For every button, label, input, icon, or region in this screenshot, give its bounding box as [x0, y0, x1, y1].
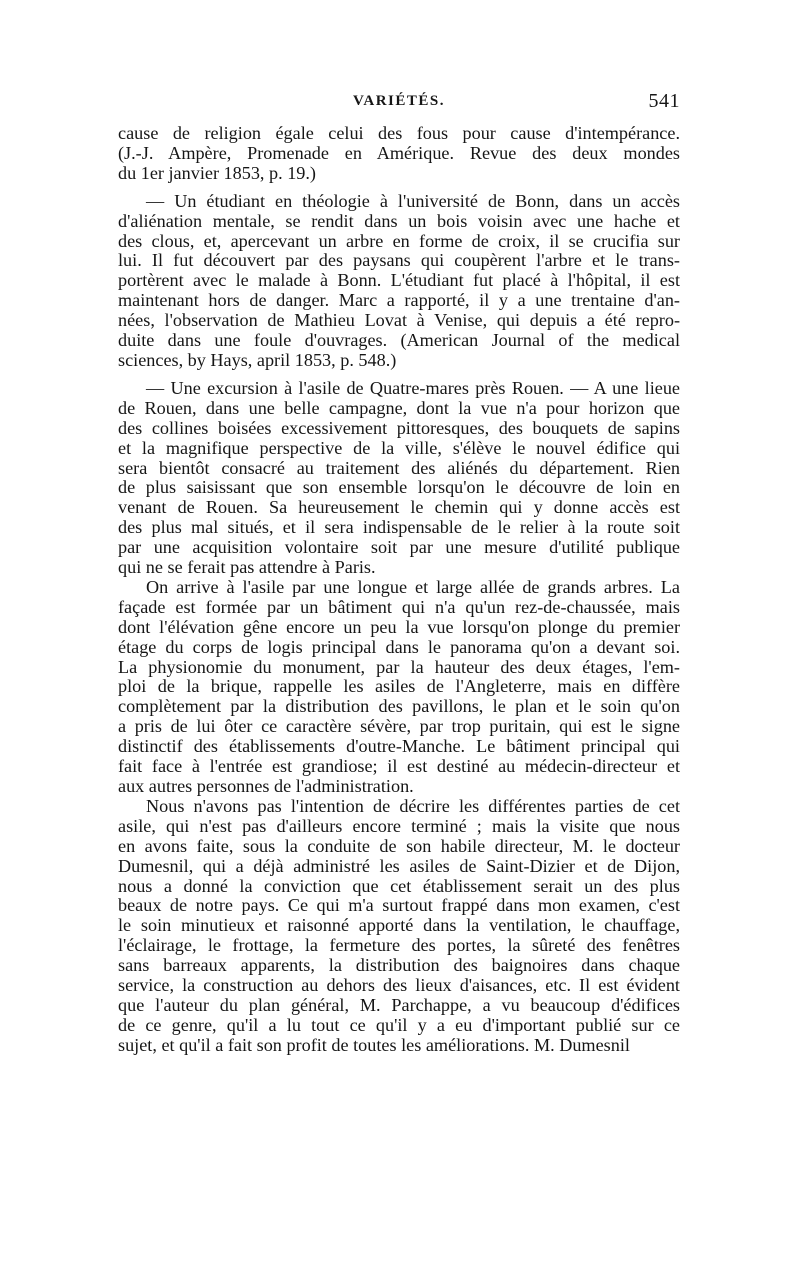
text-line: des clous, et, apercevant un arbre en forme de croix, il se crucifia sur — [118, 230, 680, 251]
text-line: sujet, et qu'il a fait son profit de toutes les améliorations. M. Dumesnil — [118, 1034, 630, 1055]
text-line: sciences, by Hays, april 1853, p. 548.) — [118, 349, 397, 370]
page-number: 541 — [648, 90, 680, 112]
text-line: le soin minutieux et raisonné apporté dans la ventilation, le chauffage, — [118, 915, 680, 936]
text-line: — Un étudiant en théologie à l'université de Bonn, dans un accès — [146, 190, 680, 211]
text-line: du 1er janvier 1853, p. 19.) — [118, 162, 316, 183]
text-line: de Rouen, dans une belle campagne, dont la vue n'a pour horizon que — [118, 397, 680, 418]
text-line: portèrent avec le malade à Bonn. L'étudiant fut placé à l'hôpital, il est — [118, 270, 680, 291]
text-line: de plus saisissant que son ensemble lorsqu'on le découvre de loin en — [118, 477, 680, 498]
text-line: (J.-J. Ampère, Promenade en Amérique. Revue des deux mondes — [118, 142, 680, 163]
text-line: lui. Il fut découvert par des paysans qui coupèrent l'arbre et le trans- — [118, 250, 680, 271]
text-line: et la magnifique perspective de la ville, s'élève le nouvel édifice qui — [118, 437, 680, 458]
text-line: nous a donné la conviction que cet établissement serait un des plus — [118, 875, 680, 896]
text-line: en avons faite, sous la conduite de son habile directeur, M. le docteur — [118, 835, 680, 856]
text-line: distinctif des établissements d'outre-Manche. Le bâtiment principal qui — [118, 736, 680, 757]
paragraph-asile-facade — [118, 578, 680, 797]
text-line: — Une excursion à l'asile de Quatre-mares près Rouen. — A une lieue — [146, 377, 680, 398]
text-line: On arrive à l'asile par une longue et large allée de grands arbres. La — [146, 576, 680, 597]
text-line: aux autres personnes de l'administration. — [118, 776, 414, 796]
running-head — [118, 90, 680, 119]
text-line: ploi de la brique, rappelle les asiles de l'Angleterre, mais en diffère — [118, 676, 680, 697]
text-line: nées, l'observation de Mathieu Lovat à Venise, qui depuis a été repro- — [118, 310, 680, 331]
text-line: par une acquisition volontaire soit par une mesure d'utilité publique — [118, 537, 680, 558]
text-line: dont l'élévation gêne encore un peu la vue lorsqu'on plonge du premier — [118, 616, 680, 637]
text-line: beaux de notre pays. Ce qui m'a surtout frappé dans mon examen, c'est — [118, 895, 680, 916]
paragraph-religion-citation — [118, 124, 680, 184]
text-line: façade est formée par un bâtiment qui n'a qu'un rez-de-chaussée, mais — [118, 596, 680, 617]
paragraph-bonn-student — [118, 192, 680, 371]
text-line: que l'auteur du plan général, M. Parchappe, a vu beaucoup d'édifices — [118, 994, 680, 1015]
running-title: VARIÉTÉS. — [352, 93, 445, 109]
text-line: venant de Rouen. Sa heureusement le chemin qui y donne accès est — [118, 497, 680, 518]
text-line: de ce genre, qu'il a lu tout ce qu'il y a eu d'important publié sur ce — [118, 1014, 680, 1035]
text-line: cause de religion égale celui des fous pour cause d'intempérance. — [118, 123, 680, 143]
text-line: asile, qui n'est pas d'ailleurs encore terminé ; mais la visite que nous — [118, 815, 680, 836]
text-line: Dumesnil, qui a déjà administré les asiles de Saint-Dizier et de Dijon, — [118, 855, 680, 876]
text-line: des plus mal situés, et il sera indispensable de le relier à la route soit — [118, 517, 680, 538]
text-line: fait face à l'entrée est grandiose; il est destiné au médecin-directeur et — [118, 756, 680, 777]
text-line: sera bientôt consacré au traitement des aliénés du département. Rien — [118, 457, 680, 478]
text-line: étage du corps de logis principal dans le panorama qu'on a devant soi. — [118, 636, 680, 657]
text-line: Nous n'avons pas l'intention de décrire les différentes parties de cet — [146, 795, 680, 816]
text-line: service, la construction au dehors des lieux d'aisances, etc. Il est évident — [118, 975, 680, 996]
text-line: maintenant hors de danger. Marc a rapporté, il y a une trentaine d'an- — [118, 290, 680, 311]
text-line: d'aliénation mentale, se rendit dans un bois voisin avec une hache et — [118, 210, 680, 231]
text-line: l'éclairage, le frottage, la fermeture des portes, la sûreté des fenêtres — [118, 935, 680, 956]
text-line: complètement par la distribution des pavillons, le plan et le soin qu'on — [118, 696, 680, 717]
paragraph-quatre-mares-intro — [118, 379, 680, 578]
text-line: des collines boisées excessivement pittoresques, des bouquets de sapins — [118, 417, 680, 438]
text-line: a pris de lui ôter ce caractère sévère, par trop puritain, qui est le signe — [118, 716, 680, 737]
text-line: duite dans une foule d'ouvrages. (American Journal of the medical — [118, 330, 680, 351]
text-line: La physionomie du monument, par la hauteur des deux étages, l'em- — [118, 656, 680, 677]
paragraph-visit-description — [118, 797, 680, 1056]
text-line: qui ne se ferait pas attendre à Paris. — [118, 557, 376, 578]
body-text — [118, 124, 680, 1056]
text-line: sans barreaux apparents, la distribution des baignoires dans chaque — [118, 955, 680, 976]
